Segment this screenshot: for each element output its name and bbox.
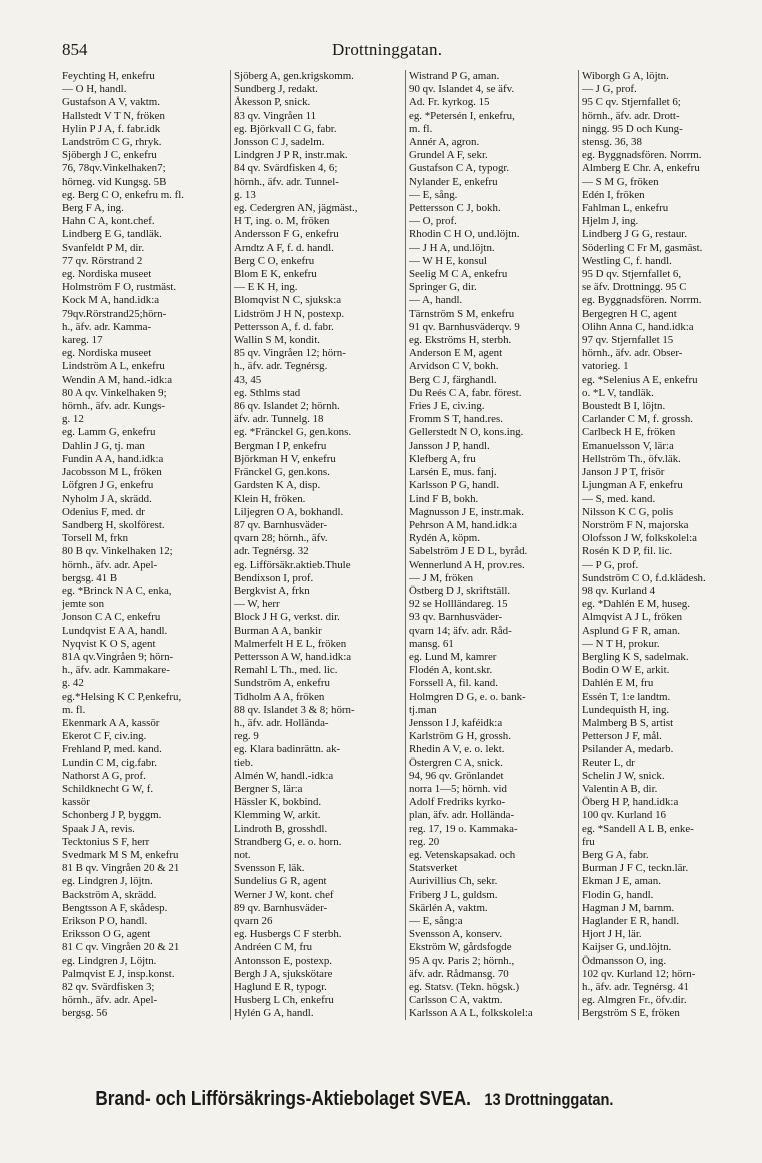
directory-entry: Ad. Fr. kyrkog. 15: [409, 96, 490, 109]
directory-entry: se äfv. Drottningg. 95 C: [582, 281, 687, 294]
directory-entry: Sundström C O, f.d.klädesh.: [582, 571, 706, 584]
directory-entry: Lindström A L, enkefru: [62, 360, 165, 373]
directory-entry: h., äfv. adr. Hollända-: [234, 716, 329, 729]
directory-entry: äfv. adr. Rådmansg. 70: [409, 967, 509, 980]
directory-entry: Fundin A A, hand.idk:a: [62, 452, 164, 465]
directory-entry: qvarn 28; hörnh., äfv.: [234, 532, 328, 545]
company-address: 13 Drottninggatan.: [484, 1090, 614, 1109]
directory-entry: Feychting H, enkefru: [62, 70, 155, 82]
directory-entry: eg. Husbergs C F sterbh.: [234, 928, 342, 941]
directory-entry: Carlsson C A, vaktm.: [409, 994, 503, 1007]
directory-entry: Sundberg J, redakt.: [234, 83, 318, 96]
directory-entry: Grundel A F, sekr.: [409, 149, 488, 162]
directory-entry: 81 C qv. Vingråen 20 & 21: [62, 941, 180, 954]
directory-entry: Psilander A, medarb.: [582, 743, 674, 756]
directory-entry: Sabelström J E D L, byråd.: [409, 545, 528, 558]
directory-entry: Björkman H V, enkefru: [234, 452, 336, 465]
directory-entry: Nylander E, enkefru: [409, 175, 498, 188]
directory-entry: 80 B qv. Vinkelhaken 12;: [62, 545, 173, 558]
directory-entry: 98 qv. Kurland 4: [582, 584, 656, 597]
directory-entry: Pehrson A M, hand.idk:a: [409, 518, 517, 531]
directory-entry: 100 qv. Kurland 16: [582, 809, 666, 822]
directory-entry: reg. 20: [409, 835, 440, 848]
directory-entry: eg. Lifförsäkr.aktieb.Thule: [234, 558, 351, 571]
directory-entry: Werner J W, kont. chef: [234, 888, 334, 901]
directory-entry: 76, 78qv.Vinkelhaken7;: [62, 162, 166, 175]
directory-entry: 81 B qv. Vingråen 20 & 21: [62, 862, 180, 875]
directory-entry: eg. Nordiska museet: [62, 347, 152, 360]
column-2: [230, 70, 406, 1020]
directory-entry: — O H, handl.: [62, 83, 127, 96]
directory-entry: Svanfeldt P M, dir.: [62, 241, 145, 254]
directory-entry: — N T H, prokur.: [582, 637, 660, 650]
directory-entry: eg. Lindgren J, Löjtn.: [62, 954, 157, 967]
directory-entry: Bergh J A, sjukskötare: [234, 967, 333, 980]
directory-entry: Erikson P O, handl.: [62, 915, 148, 927]
directory-entry: hörnh., äfv. adr. Apel-: [62, 994, 158, 1007]
directory-entry: Blomqvist N C, sjuksk:a: [234, 294, 342, 307]
directory-entry: Almberg E Chr. A, enkefru: [582, 162, 700, 175]
directory-entry: Karlsson P G, handl.: [409, 479, 500, 492]
directory-entry: hörnh., äfv. adr. Apel-: [62, 558, 158, 571]
directory-entry: Odenius F, med. dr: [62, 505, 145, 518]
directory-entry: Burman J F C, teckn.lär.: [582, 862, 689, 875]
directory-entry: 94, 96 qv. Grönlandet: [409, 769, 504, 782]
directory-entry: Svensson F, läk.: [234, 862, 305, 875]
directory-entry: Schelin J W, snick.: [582, 769, 665, 782]
directory-entry: Wendin A M, hand.-idk:a: [62, 373, 173, 386]
directory-entry: Jacobsson M L, fröken: [62, 466, 162, 479]
directory-entry: Lundin C M, cig.fabr.: [62, 756, 157, 769]
directory-entry: Hellström Th., öfv.läk.: [582, 452, 681, 465]
directory-entry: qvarn 26: [234, 915, 273, 927]
directory-entry: Lundqvist E A A, handl.: [62, 624, 168, 637]
directory-entry: hörneg. vid Kungsg. 5B: [62, 175, 167, 188]
directory-entry: Lindberg J G G, restaur.: [582, 228, 688, 241]
directory-entry: eg. *Brinck N A C, enka,: [62, 584, 172, 597]
directory-entry: — E, sång:a: [409, 915, 463, 927]
directory-entry: kareg. 17: [62, 334, 103, 347]
directory-entry: plan, äfv. adr. Hollända-: [409, 809, 515, 822]
page-number: 854: [62, 40, 88, 59]
directory-entry: Hagman J M, barnm.: [582, 901, 675, 914]
directory-entry: 86 qv. Islandet 2; hörnh.: [234, 400, 340, 413]
directory-entry: 91 qv. Barnhusväderqv. 9: [409, 320, 520, 333]
directory-entry: h., äfv. adr. Tegnérsg. 41: [582, 981, 689, 994]
directory-entry: Lidström J H N, postexp.: [234, 307, 345, 320]
directory-entry: Kaijser G, und.löjtn.: [582, 941, 672, 954]
directory-entry: ningg. 95 D och Kung-: [582, 122, 683, 135]
directory-entry: Gardsten K A, disp.: [234, 479, 321, 492]
directory-entry: Klefberg A, fru: [409, 452, 476, 465]
directory-entry: Söderling C Fr M, gasmäst.: [582, 241, 703, 254]
directory-entry: tieb.: [234, 756, 254, 769]
directory-entry: — E, sång.: [409, 188, 458, 201]
directory-entry: Sundström A, enkefru: [234, 677, 330, 690]
directory-entry: Bergkvist A, frkn: [234, 584, 310, 597]
directory-entry: 102 qv. Kurland 12; hörn-: [582, 967, 696, 980]
directory-entry: Springer G, dir.: [409, 281, 477, 294]
directory-entry: eg. Björkvall C G, fabr.: [234, 122, 337, 135]
directory-entry: bergsg. 41 B: [62, 571, 118, 584]
directory-entry: eg.*Helsing K C P,enkefru,: [62, 690, 182, 703]
directory-entry: Boustedt B I, löjtn.: [582, 400, 666, 413]
directory-entry: Antonsson E, postexp.: [234, 954, 333, 967]
directory-entry: Reuter L, dr: [582, 756, 635, 769]
directory-entry: mansg. 61: [409, 637, 454, 650]
directory-entry: Landström C G, rhryk.: [62, 136, 162, 149]
directory-entry: Liljegren O A, bokhandl.: [234, 505, 344, 518]
directory-entry: Wennerlund A H, prov.res.: [409, 558, 525, 571]
directory-entry: Hjelm J, ing.: [582, 215, 639, 228]
directory-entry: Sjöberg A, gen.krigskomm.: [234, 70, 354, 82]
directory-entry: Asplund G F R, aman.: [582, 624, 681, 637]
directory-entry: Tecktonius S F, herr: [62, 835, 150, 848]
directory-entry: Fahlman L, enkefru: [582, 202, 669, 215]
directory-entry: Hjort J H, lär.: [582, 928, 642, 941]
directory-entry: Rhodin C H O, und.löjtn.: [409, 228, 520, 241]
directory-entry: Bodin O W E, arkit.: [582, 664, 670, 677]
directory-entry: Andréen C M, fru: [234, 941, 313, 954]
directory-entry: eg. Cedergren AN, jägmäst.,: [234, 202, 358, 215]
directory-entry: Pettersson A W, hand.idk:a: [234, 650, 352, 663]
directory-entry: 88 qv. Islandet 3 & 8; hörn-: [234, 703, 355, 716]
directory-entry: Hylin P J A, f. fabr.idk: [62, 122, 161, 135]
directory-entry: Pettersson A, f. d. fabr.: [234, 320, 334, 333]
directory-entry: Lundequisth H, ing.: [582, 703, 670, 716]
directory-entry: eg. Lund M, kamrer: [409, 650, 497, 663]
directory-entry: adr. Tegnérsg. 32: [234, 545, 309, 558]
directory-entry: Nathorst A G, prof.: [62, 769, 146, 782]
directory-entry: Andersson F G, enkefru: [234, 228, 339, 241]
directory-entry: — O, prof.: [409, 215, 457, 228]
directory-entry: h., äfv. adr. Kamma-: [62, 320, 152, 333]
directory-entry: hörnh., äfv. adr. Tunnel-: [234, 175, 339, 188]
directory-entry: Wiborgh G A, löjtn.: [582, 70, 669, 82]
directory-entry: Jansson J P, handl.: [409, 439, 490, 452]
directory-entry: — J G, prof.: [582, 83, 637, 96]
directory-entry: 84 qv. Svärdfisken 4, 6;: [234, 162, 338, 175]
directory-entry: — J M, fröken: [409, 571, 474, 584]
directory-entry: h., äfv. adr. Kammakare-: [62, 664, 170, 677]
directory-entry: Eriksson O G, agent: [62, 928, 151, 941]
directory-entry: Annér A, agron.: [409, 136, 480, 149]
directory-entry: 90 qv. Islandet 4, se äfv.: [409, 83, 515, 96]
street-title: Drottninggatan.: [332, 40, 443, 59]
directory-entry: Jensson I J, kaféidk:a: [409, 716, 503, 729]
directory-entry: 85 qv. Vingråen 12; hörn-: [234, 347, 346, 360]
directory-entry: Berg G A, fabr.: [582, 848, 649, 861]
directory-entry: vatorieg. 1: [582, 360, 629, 373]
directory-entry: eg. *Petersén I, enkefru,: [409, 109, 515, 122]
directory-entry: Pettersson C J, bokh.: [409, 202, 501, 215]
directory-entry: Lindroth B, grosshdl.: [234, 822, 328, 835]
directory-entry: — E K H, ing.: [234, 281, 298, 294]
directory-entry: norra 1—5; hörnh. vid: [409, 782, 507, 795]
directory-entry: eg. *Dahlén E M, huseg.: [582, 598, 690, 611]
directory-entry: eg. Ekströms H, sterbh.: [409, 334, 512, 347]
directory-entry: eg. Byggnadsfören. Norrm.: [582, 149, 702, 162]
directory-entry: Hässler K, bokbind.: [234, 796, 322, 809]
directory-entry: Sjöbergh J C, enkefru: [62, 149, 157, 162]
directory-entry: 83 qv. Vingråen 11: [234, 109, 317, 122]
directory-entry: o. *L V, tandläk.: [582, 386, 654, 399]
directory-entry: — W, herr: [234, 598, 280, 611]
directory-entry: Haglund E R, typogr.: [234, 981, 327, 994]
directory-entry: Nyqvist K O S, agent: [62, 637, 156, 650]
directory-entry: Lindgren J P R, instr.mak.: [234, 149, 348, 162]
directory-entry: hörnh., äfv. adr. Drott-: [582, 109, 680, 122]
directory-entry: — P G, prof.: [582, 558, 639, 571]
directory-entry: bergsg. 56: [62, 1007, 108, 1020]
directory-entry: Block J H G, verkst. dir.: [234, 611, 340, 624]
directory-entry: — S, med. kand.: [582, 492, 656, 505]
directory-entry: Olihn Anna C, hand.idk:a: [582, 320, 694, 333]
directory-entry: Berg C O, enkefru: [234, 254, 315, 267]
directory-entry: Bengtsson A F, skådesp.: [62, 901, 168, 914]
directory-entry: Magnusson J E, instr.mak.: [409, 505, 524, 518]
directory-entry: qvarn 14; äfv. adr. Råd-: [409, 624, 512, 637]
directory-entry: Wistrand P G, aman.: [409, 70, 500, 82]
directory-entry: Öberg H P, hand.idk:a: [582, 796, 679, 809]
directory-entry: — A, handl.: [409, 294, 463, 307]
directory-entry: Östberg D J, skriftställ.: [409, 584, 511, 597]
directory-entry: Malmberg B S, artist: [582, 716, 674, 729]
directory-entry: m. fl.: [62, 703, 86, 716]
directory-entry: 87 qv. Barnhusväder-: [234, 518, 328, 531]
directory-entry: Bergner S, lär:a: [234, 782, 303, 795]
directory-entry: Rydén A, köpm.: [409, 532, 480, 545]
directory-entry: Janson J P T, frisör: [582, 466, 665, 479]
directory-entry: 93 qv. Barnhusväder-: [409, 611, 503, 624]
directory-entry: Tärnström S M, enkefru: [409, 307, 515, 320]
directory-entry: Bergling K S, sadelmak.: [582, 650, 689, 663]
directory-entry: — J H A, und.löjtn.: [409, 241, 495, 254]
directory-entry: g. 12: [62, 413, 84, 426]
directory-entry: Nilsson K C G, polis: [582, 505, 674, 518]
directory-entry: 82 qv. Svärdfisken 3;: [62, 981, 155, 994]
directory-entry: eg. *Selenius A E, enkefru: [582, 373, 698, 386]
directory-entry: eg. Byggnadsfören. Norrm.: [582, 294, 702, 307]
directory-entry: eg. Nordiska museet: [62, 268, 152, 281]
directory-entry: Strandberg G, e. o. horn.: [234, 835, 342, 848]
directory-entry: m. fl.: [409, 122, 433, 135]
directory-entry: Kock M A, hand.idk:a: [62, 294, 160, 307]
directory-entry: jemte son: [62, 598, 105, 611]
directory-entry: Carlbeck H E, fröken: [582, 426, 676, 439]
directory-entry: Berg C J, färghandl.: [409, 373, 497, 386]
directory-entry: Dahlin J G, tj. man: [62, 439, 145, 452]
directory-entry: Karlström G H, grossh.: [409, 730, 511, 743]
directory-entry: h., äfv. adr. Tegnérsg.: [234, 360, 328, 373]
directory-entry: Edén I, fröken: [582, 188, 645, 201]
directory-entry: Ljungman A F, enkefru: [582, 479, 683, 492]
directory-entry: Löfgren J G, enkefru: [62, 479, 154, 492]
directory-entry: 80 A qv. Vinkelhaken 9;: [62, 386, 167, 399]
advertisement-footer: [62, 1088, 647, 1111]
directory-entry: eg. Lamm G, enkefru: [62, 426, 156, 439]
directory-entry: Fränckel G, gen.kons.: [234, 466, 330, 479]
column-3: [405, 70, 579, 1020]
directory-entry: hörnh., äfv. adr. Obser-: [582, 347, 683, 360]
directory-entry: äfv. adr. Tunnelg. 18: [234, 413, 324, 426]
directory-entry: Sundelius G R, agent: [234, 875, 327, 888]
directory-entry: Ödmansson O, ing.: [582, 954, 667, 967]
directory-entry: Almqvist A J L, fröken: [582, 611, 683, 624]
directory-entry: Sandberg H, skolförest.: [62, 518, 165, 531]
directory-entry: 43, 45: [234, 373, 262, 386]
directory-entry: Gustafson C A, typogr.: [409, 162, 510, 175]
column-1: [62, 70, 228, 1020]
directory-entry: Fromm S T, hand.res.: [409, 413, 503, 426]
directory-entry: Lind F B, bokh.: [409, 492, 479, 505]
directory-entry: Jonsson C J, sadelm.: [234, 136, 325, 149]
directory-entry: Remahl L Th., med. lic.: [234, 664, 338, 677]
directory-entry: Karlsson A A L, folkskolel:a: [409, 1007, 533, 1020]
directory-entry: 95 C qv. Stjernfallet 6;: [582, 96, 681, 109]
directory-entry: Westling C, f. handl.: [582, 254, 672, 267]
directory-entry: 77 qv. Rörstrand 2: [62, 254, 143, 267]
directory-entry: Schildknecht G W, f.: [62, 782, 154, 795]
directory-entry: 95 A qv. Paris 2; hörnh.,: [409, 954, 515, 967]
directory-entry: eg. Klara badinrättn. ak-: [234, 743, 341, 756]
directory-entry: — W H E, konsul: [409, 254, 487, 267]
directory-entry: 89 qv. Barnhusväder-: [234, 901, 328, 914]
directory-entry: g. 42: [62, 677, 84, 690]
directory-entry: Klemming W, arkit.: [234, 809, 321, 822]
directory-columns: [62, 70, 738, 1020]
directory-entry: Bendixson I, prof.: [234, 571, 314, 584]
column-4: [578, 70, 739, 1020]
directory-entry: not.: [234, 848, 251, 861]
directory-entry: Klein H, fröken.: [234, 492, 306, 505]
directory-entry: Arndtz A F, f. d. handl.: [234, 241, 334, 254]
directory-entry: Olofsson J W, folkskolel:a: [582, 532, 697, 545]
directory-entry: eg. Vetenskapsakad. och: [409, 848, 516, 861]
directory-entry: Carlander C M, f. grossh.: [582, 413, 694, 426]
directory-entry: eg. *Fränckel G, gen.kons.: [234, 426, 352, 439]
directory-entry: Svensson A, konserv.: [409, 928, 503, 941]
directory-entry: Ekström W, gårdsfogde: [409, 941, 512, 954]
directory-entry: Arvidson C V, bokh.: [409, 360, 499, 373]
directory-entry: 79qv.Rörstrand25;hörn-: [62, 307, 167, 320]
directory-entry: Burman A A, bankir: [234, 624, 322, 637]
directory-entry: Flodén A, kont.skr.: [409, 664, 493, 677]
directory-entry: Statsverket: [409, 862, 458, 875]
directory-entry: Östergren C A, snick.: [409, 756, 503, 769]
directory-entry: reg. 17, 19 o. Kammaka-: [409, 822, 518, 835]
directory-entry: Larsén E, mus. fanj.: [409, 466, 497, 479]
directory-entry: Flodin G, handl.: [582, 888, 654, 901]
directory-entry: eg. *Sandell A L B, enke-: [582, 822, 694, 835]
directory-entry: stensg. 36, 38: [582, 136, 642, 149]
directory-entry: Emanuelsson V, lär:a: [582, 439, 674, 452]
directory-entry: Nyholm J A, skrädd.: [62, 492, 152, 505]
directory-entry: eg. Almgren Fr., öfv.dir.: [582, 994, 687, 1007]
directory-entry: Malmerfelt H E L, fröken: [234, 637, 347, 650]
directory-entry: Dahlén E M, fru: [582, 677, 654, 690]
directory-entry: H T, ing. o. M, fröken: [234, 215, 330, 228]
directory-entry: Essén T, 1:e landtm.: [582, 690, 671, 703]
directory-entry: Gellerstedt N O, kons.ing.: [409, 426, 524, 439]
directory-entry: Rosén K D P, fil. lic.: [582, 545, 673, 558]
directory-entry: tj.man: [409, 703, 437, 716]
directory-entry: fru: [582, 835, 595, 848]
directory-entry: Ekerot C F, civ.ing.: [62, 730, 147, 743]
directory-entry: Tidholm A A, fröken: [234, 690, 325, 703]
directory-entry: Bergström S E, fröken: [582, 1007, 680, 1020]
directory-entry: reg. 9: [234, 730, 259, 743]
directory-entry: Bergegren H C, agent: [582, 307, 677, 320]
directory-entry: Aurivillius Ch, sekr.: [409, 875, 498, 888]
directory-entry: Ekenmark A A, kassör: [62, 716, 160, 729]
directory-entry: eg. Sthlms stad: [234, 386, 301, 399]
directory-entry: eg. Berg C O, enkefru m. fl.: [62, 188, 184, 201]
directory-entry: Fries J E, civ.ing.: [409, 400, 485, 413]
directory-entry: 81A qv.Vingråen 9; hörn-: [62, 650, 174, 663]
directory-entry: Valentin A B, dir.: [582, 782, 658, 795]
directory-entry: Skärlén A, vaktm.: [409, 901, 488, 914]
directory-entry: Adolf Fredriks kyrko-: [409, 796, 506, 809]
directory-entry: Holmström F O, rustmäst.: [62, 281, 177, 294]
company-name: Brand- och Lifförsäkrings-Aktiebolaget SVEA.: [95, 1088, 471, 1110]
directory-entry: Almén W, handl.-idk:a: [234, 769, 334, 782]
directory-entry: Blom E K, enkefru: [234, 268, 317, 281]
directory-entry: Frehland P, med. kand.: [62, 743, 162, 756]
directory-entry: Hahn C A, kont.chef.: [62, 215, 155, 228]
page-header: [62, 40, 742, 62]
directory-entry: Holmgren D G, e. o. bank-: [409, 690, 526, 703]
directory-entry: Bergman I P, enkefru: [234, 439, 327, 452]
directory-entry: Lindberg E G, tandläk.: [62, 228, 162, 241]
directory-entry: Palmqvist E J, insp.konst.: [62, 967, 175, 980]
directory-entry: 92 se Hollländareg. 15: [409, 598, 508, 611]
directory-entry: Åkesson P, snick.: [234, 96, 311, 109]
directory-entry: hörnh., äfv. adr. Kungs-: [62, 400, 166, 413]
directory-entry: g. 13: [234, 188, 256, 201]
directory-entry: eg. Statsv. (Tekn. högsk.): [409, 981, 520, 994]
directory-entry: Hylén G A, handl.: [234, 1007, 314, 1020]
directory-entry: Ekman J E, aman.: [582, 875, 661, 888]
directory-entry: kassör: [62, 796, 90, 809]
directory-entry: Gustafson A V, vaktm.: [62, 96, 160, 109]
directory-entry: Torsell M, frkn: [62, 532, 129, 545]
directory-entry: Husberg L Ch, enkefru: [234, 994, 334, 1007]
directory-entry: — S M G, fröken: [582, 175, 659, 188]
directory-entry: Hallstedt V T N, fröken: [62, 109, 165, 122]
directory-entry: Svedmark M S M, enkefru: [62, 848, 179, 861]
directory-entry: 97 qv. Stjernfallet 15: [582, 334, 674, 347]
directory-entry: Jonson C A C, enkefru: [62, 611, 161, 624]
directory-entry: Wallin S M, kondit.: [234, 334, 320, 347]
directory-entry: Norström F N, majorska: [582, 518, 689, 531]
directory-entry: eg. Lindgren J, löjtn.: [62, 875, 153, 888]
directory-entry: Haglander E R, handl.: [582, 915, 680, 927]
directory-entry: Spaak J A, revis.: [62, 822, 135, 835]
directory-entry: Rhedin A V, e. o. lekt.: [409, 743, 505, 756]
directory-entry: Backström A, skrädd.: [62, 888, 157, 901]
directory-entry: Anderson E M, agent: [409, 347, 503, 360]
directory-entry: Forssell A, fil. kand.: [409, 677, 498, 690]
directory-entry: Friberg J L, guldsm.: [409, 888, 498, 901]
directory-entry: Petterson J F, mål.: [582, 730, 662, 743]
directory-entry: Du Reés C A, fabr. förest.: [409, 386, 522, 399]
directory-entry: Seelig M C A, enkefru: [409, 268, 508, 281]
directory-entry: Schonberg J P, byggm.: [62, 809, 162, 822]
directory-entry: Berg F A, ing.: [62, 202, 124, 215]
directory-entry: 95 D qv. Stjernfallet 6,: [582, 268, 682, 281]
